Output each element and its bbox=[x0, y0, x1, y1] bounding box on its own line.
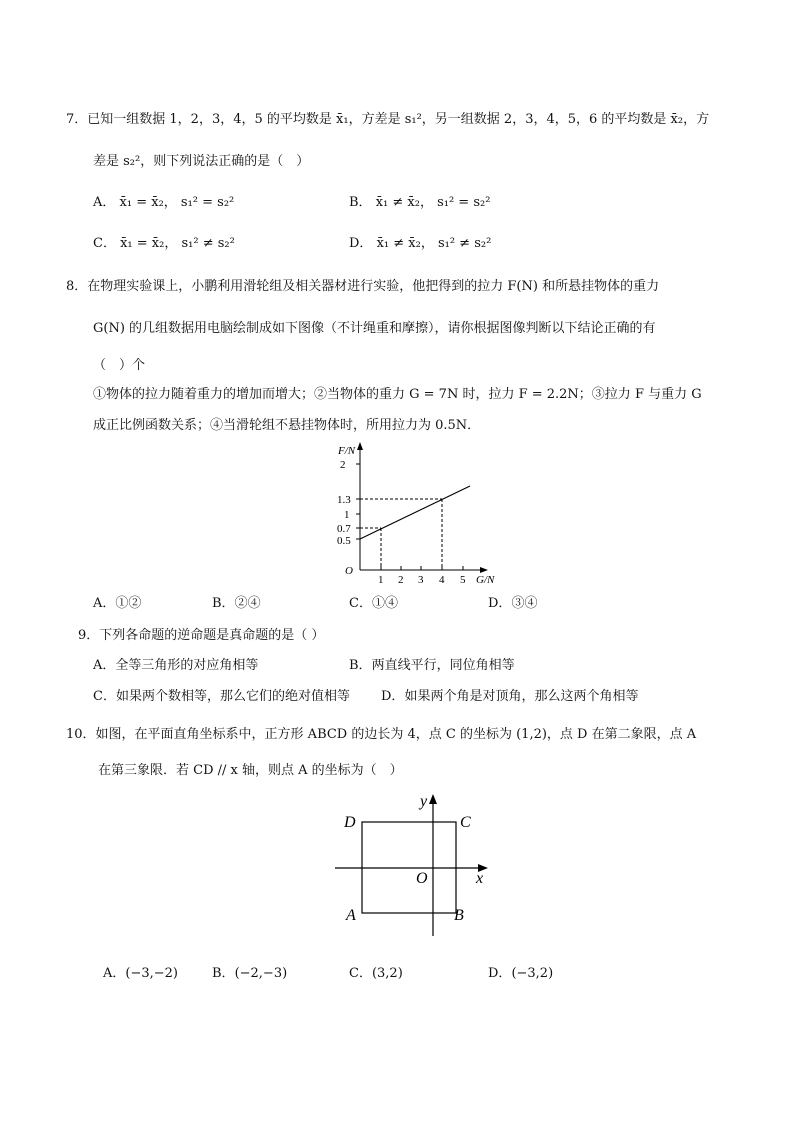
y-axis-arrow bbox=[429, 794, 437, 804]
q8-option-c[interactable] bbox=[349, 592, 398, 611]
y-axis-label: y bbox=[420, 793, 428, 810]
option-label: D． bbox=[488, 966, 512, 981]
option-label: B． bbox=[349, 658, 372, 673]
option-text: ①④ bbox=[371, 596, 398, 611]
x-tick-label-5: 5 bbox=[460, 574, 466, 586]
q8-stem-line5: 成正比例函数关系；④当滑轮组不悬挂物体时，所用拉力为 0.5N． bbox=[93, 418, 481, 433]
option-text: x̄₁ = x̄₂， s₁² ≠ s₂² bbox=[120, 236, 235, 251]
q10-stem-line2: 在第三象限．若 CD // x 轴，则点 A 的坐标为（ ） bbox=[98, 763, 403, 778]
option-label: B． bbox=[212, 966, 235, 981]
q9-stem: 9．下列各命题的逆命题是真命题的是（ ） bbox=[78, 628, 325, 643]
option-text: x̄₁ ≠ x̄₂， s₁² = s₂² bbox=[375, 195, 491, 210]
y-tick-label-1.3: 1.3 bbox=[337, 494, 351, 506]
x-tick-label-1: 1 bbox=[378, 574, 384, 586]
option-text: 全等三角形的对应角相等 bbox=[115, 658, 259, 673]
q10-option-d[interactable] bbox=[488, 962, 553, 981]
q10-option-c[interactable] bbox=[349, 962, 403, 981]
x-tick-label-2: 2 bbox=[398, 574, 404, 586]
q10-option-a[interactable] bbox=[103, 962, 178, 981]
x-axis-label: x bbox=[476, 870, 484, 887]
origin-label: O bbox=[345, 565, 353, 577]
q7-option-c[interactable] bbox=[93, 232, 235, 251]
point-b-label: B bbox=[454, 907, 464, 924]
option-text: ②④ bbox=[234, 596, 261, 611]
y-tick-label-0.5: 0.5 bbox=[337, 535, 351, 547]
force-weight-graph bbox=[320, 438, 510, 586]
q10-stem-line1: 10．如图，在平面直角坐标系中，正方形 ABCD 的边长为 4，点 C 的坐标为 (1,2)，点 D 在第二象限，点 A bbox=[66, 727, 697, 742]
option-label: D． bbox=[488, 596, 512, 611]
option-label: B． bbox=[349, 195, 372, 210]
q8-option-a[interactable] bbox=[93, 592, 141, 611]
option-text: (−3,2) bbox=[511, 966, 554, 981]
q8-stem-line2: G(N) 的几组数据用电脑绘制成如下图像（不计绳重和摩擦），请你根据图像判断以下结论正确的有 bbox=[93, 321, 656, 336]
option-label: A． bbox=[93, 195, 116, 210]
q8-stem-line3: （ ）个 bbox=[93, 358, 146, 373]
y-tick-label-2: 2 bbox=[340, 459, 346, 471]
point-a-label: A bbox=[346, 907, 356, 924]
force-line bbox=[360, 486, 470, 539]
q9-option-a[interactable] bbox=[93, 654, 258, 673]
q10-option-b[interactable] bbox=[212, 962, 287, 981]
origin-label: O bbox=[416, 870, 428, 887]
y-axis-label: F/N bbox=[338, 445, 356, 457]
q9-option-d[interactable] bbox=[381, 685, 638, 704]
option-text: ③④ bbox=[511, 596, 538, 611]
option-label: C． bbox=[93, 689, 116, 704]
option-label: B． bbox=[212, 596, 235, 611]
q7-option-d[interactable] bbox=[349, 232, 491, 251]
option-text: (3,2) bbox=[371, 966, 403, 981]
q8-option-b[interactable] bbox=[212, 592, 261, 611]
square-coordinate-diagram bbox=[330, 790, 495, 940]
option-label: A． bbox=[103, 966, 126, 981]
option-text: x̄₁ ≠ x̄₂， s₁² ≠ s₂² bbox=[376, 236, 492, 251]
option-text: 如果两个数相等，那么它们的绝对值相等 bbox=[115, 689, 350, 704]
q7-stem-line1: 7．已知一组数据 1，2，3，4，5 的平均数是 x̄₁，方差是 s₁²，另一组数据 2，3，4，5，6 的平均数是 x̄₂，方 bbox=[66, 112, 710, 127]
x-axis-arrow bbox=[480, 567, 488, 573]
option-label: A． bbox=[93, 596, 116, 611]
y-tick-label-1: 1 bbox=[344, 509, 350, 521]
q7-stem-line2: 差是 s₂²，则下列说法正确的是（ ） bbox=[93, 154, 310, 169]
q9-option-b[interactable] bbox=[349, 654, 515, 673]
y-axis-arrow bbox=[357, 442, 363, 450]
point-c-label: C bbox=[460, 814, 471, 831]
option-text: 两直线平行，同位角相等 bbox=[371, 658, 515, 673]
q8-stem-line1: 8．在物理实验课上，小鹏利用滑轮组及相关器材进行实验，他把得到的拉力 F(N) 和所悬挂物体的重力 bbox=[66, 279, 660, 294]
q8-stem-line4: ①物体的拉力随着重力的增加而增大；②当物体的重力 G = 7N 时，拉力 F = 2.2N；③拉力 F 与重力 G bbox=[93, 387, 702, 402]
q8-option-d[interactable] bbox=[488, 592, 537, 611]
option-label: D． bbox=[381, 689, 405, 704]
option-text: (−3,−2) bbox=[125, 966, 178, 981]
option-text: 如果两个角是对顶角，那么这两个角相等 bbox=[404, 689, 639, 704]
option-text: ①② bbox=[115, 596, 142, 611]
option-text: x̄₁ = x̄₂， s₁² = s₂² bbox=[119, 195, 235, 210]
q7-option-a[interactable] bbox=[93, 191, 234, 210]
x-tick-label-3: 3 bbox=[418, 574, 424, 586]
q7-option-b[interactable] bbox=[349, 191, 490, 210]
option-label: C． bbox=[93, 236, 116, 251]
point-d-label: D bbox=[344, 814, 356, 831]
option-label: A． bbox=[93, 658, 116, 673]
q9-option-c[interactable] bbox=[93, 685, 350, 704]
option-label: C． bbox=[349, 966, 372, 981]
x-axis-label: G/N bbox=[476, 574, 495, 586]
y-tick-label-0.7: 0.7 bbox=[337, 523, 351, 535]
option-label: D． bbox=[349, 236, 373, 251]
option-label: C． bbox=[349, 596, 372, 611]
x-tick-label-4: 4 bbox=[439, 574, 445, 586]
option-text: (−2,−3) bbox=[234, 966, 288, 981]
